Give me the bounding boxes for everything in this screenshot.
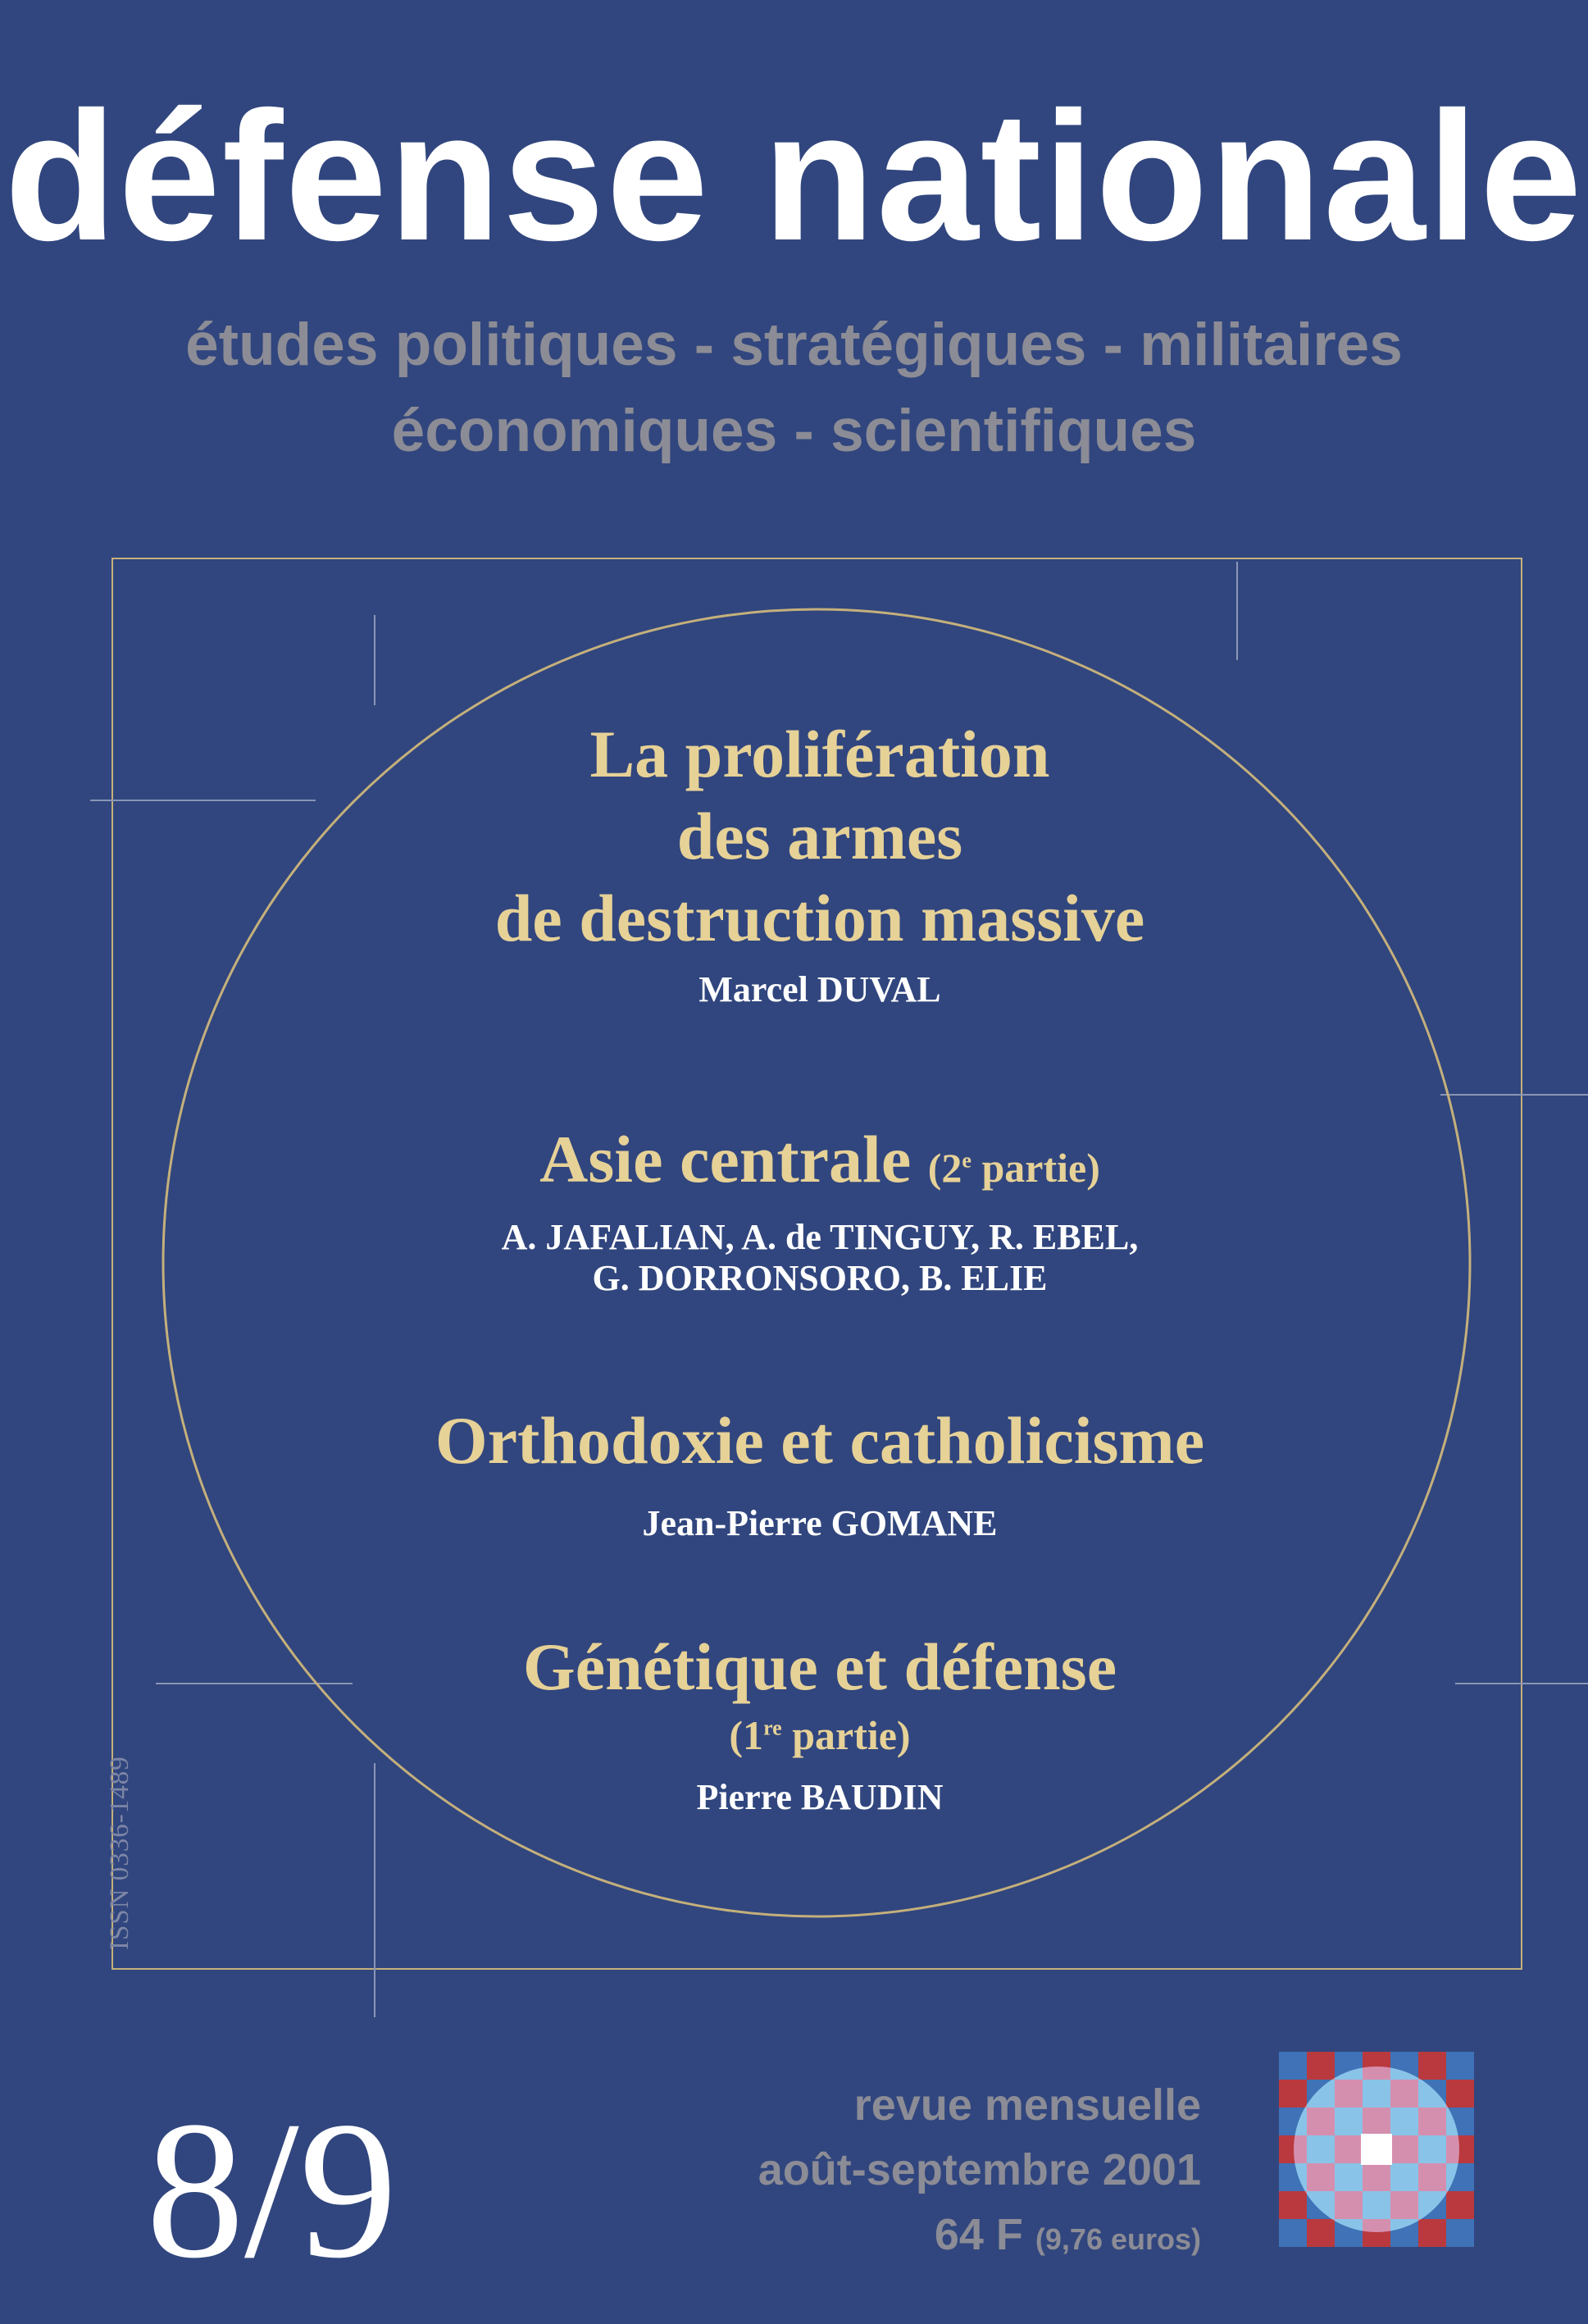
- logo-inner-square: [1418, 2135, 1447, 2164]
- article-author: G. DORRONSORO, B. ELIE: [592, 1258, 1048, 1298]
- logo-inner-square: [1335, 2080, 1363, 2108]
- part-superscript: e: [962, 1148, 971, 1173]
- logo-inner-square: [1307, 2135, 1335, 2164]
- logo-inner-square: [1335, 2191, 1363, 2220]
- logo-inner-square: [1363, 2080, 1391, 2108]
- article-title: Orthodoxie et catholicisme: [435, 1403, 1205, 1478]
- logo-outer-square: [1307, 2052, 1335, 2080]
- issue-price-line: [738, 2209, 1201, 2265]
- article-author: A. JAFALIAN, A. de TINGUY, R. EBEL,: [501, 1217, 1139, 1257]
- issue-number: 8/9: [146, 2080, 398, 2299]
- part-label: (1: [729, 1712, 764, 1758]
- article-title-line: des armes: [676, 799, 963, 873]
- logo-inner-square: [1335, 2163, 1363, 2192]
- logo-outer-square: [1446, 2219, 1474, 2247]
- part-label: partie): [971, 1145, 1100, 1191]
- article-title-line: La prolifération: [589, 717, 1050, 791]
- logo-inner-square: [1418, 2163, 1447, 2192]
- issue-date: août-septembre 2001: [758, 2145, 1201, 2194]
- logo-inner-square: [1390, 2135, 1419, 2164]
- logo-outer-square: [1446, 2191, 1474, 2220]
- logo-outer-square: [1418, 2052, 1447, 2080]
- logo-inner-square: [1335, 2135, 1363, 2164]
- part-label: partie): [781, 1712, 911, 1758]
- logo-outer-square: [1279, 2052, 1308, 2080]
- article-title: Asie centrale: [539, 1122, 912, 1196]
- issn-number: ISSN 0336-1489: [105, 1756, 134, 1950]
- article-author: Marcel DUVAL: [698, 969, 941, 1009]
- issue-price-euros: (9,76 euros): [1035, 2222, 1201, 2256]
- article-2: [164, 1119, 1476, 1299]
- logo-outer-square: [1418, 2219, 1447, 2247]
- magazine-title: défense nationale: [4, 74, 1584, 279]
- article-author: Pierre BAUDIN: [696, 1777, 944, 1817]
- article-1: [164, 713, 1476, 1010]
- logo-outer-square: [1279, 2080, 1308, 2108]
- article-author: Jean-Pierre GOMANE: [642, 1503, 998, 1543]
- article-title-line: de destruction massive: [494, 881, 1145, 955]
- subtitle-line-2: économiques - scientifiques: [391, 398, 1197, 464]
- logo-inner-square: [1307, 2163, 1335, 2192]
- checkered-circle-logo-icon: [1279, 2052, 1474, 2247]
- part-superscript: re: [763, 1716, 782, 1740]
- logo-outer-square: [1279, 2219, 1308, 2247]
- logo-inner-square: [1418, 2108, 1447, 2136]
- issue-frequency: revue mensuelle: [853, 2080, 1201, 2130]
- part-label-line: [164, 1708, 1476, 1762]
- logo-outer-square: [1307, 2219, 1335, 2247]
- logo-inner-square: [1363, 2191, 1391, 2220]
- logo-inner-square: [1363, 2108, 1391, 2136]
- issue-price: 64 F: [934, 2210, 1023, 2259]
- logo-inner-square: [1307, 2108, 1335, 2136]
- logo-inner-square: [1390, 2191, 1419, 2220]
- article-3: [164, 1400, 1476, 1544]
- part-label: (2: [927, 1145, 962, 1191]
- logo-inner-square: [1335, 2108, 1363, 2136]
- article-title: Génétique et défense: [522, 1629, 1117, 1704]
- logo-inner-square: [1390, 2108, 1419, 2136]
- article-title-line: [164, 1119, 1476, 1209]
- subtitle-line-1: études politiques - stratégiques - militaires: [185, 312, 1403, 378]
- article-4: [164, 1626, 1476, 1818]
- logo-inner-square: [1390, 2080, 1419, 2108]
- logo-outer-square: [1446, 2052, 1474, 2080]
- logo-outer-square: [1446, 2080, 1474, 2108]
- logo-outer-square: [1279, 2191, 1308, 2220]
- logo-inner-square: [1363, 2163, 1391, 2192]
- logo-inner-square: [1390, 2163, 1419, 2192]
